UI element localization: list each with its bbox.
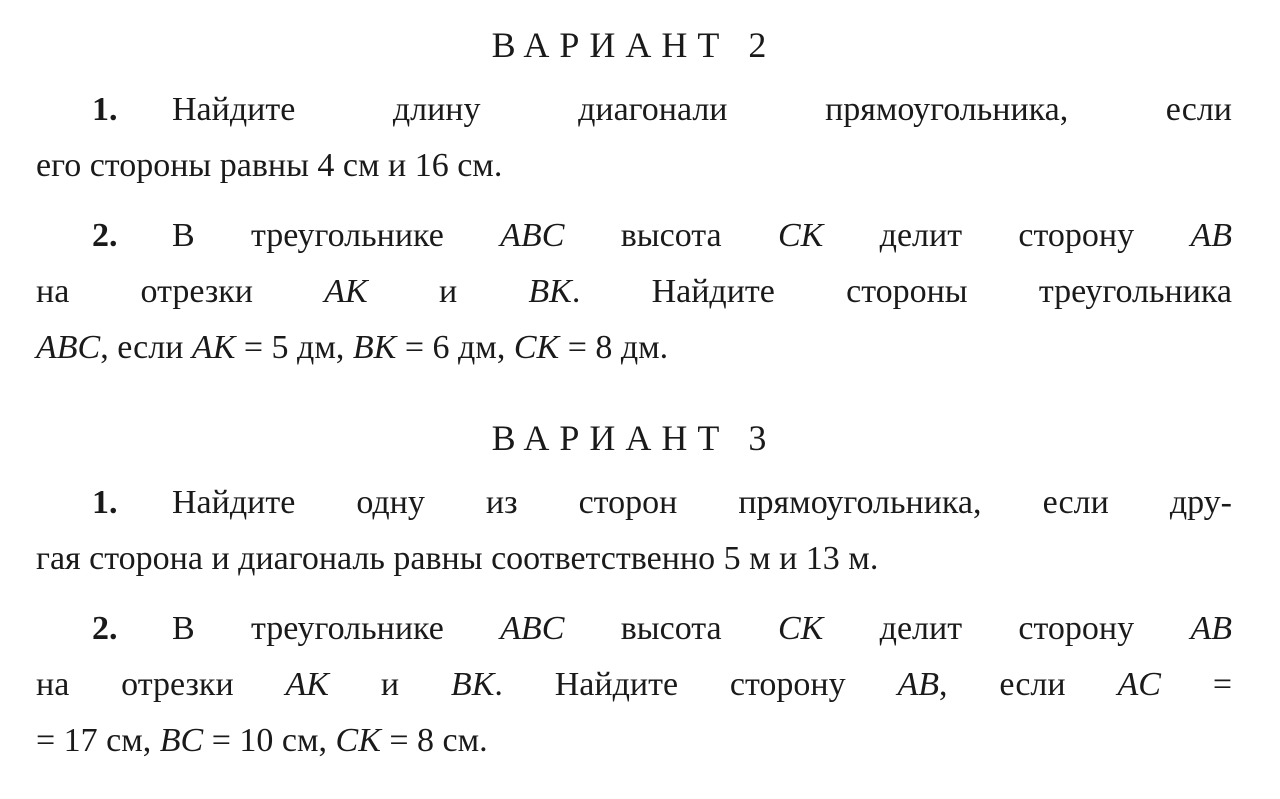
math-notation: AK (324, 273, 368, 310)
math-notation: CK (513, 329, 560, 366)
math-notation: AB (1190, 217, 1232, 254)
task-number: 2. (92, 217, 118, 254)
task-line: на отрезки AK и BK. Найдите сторону AB, если AC = (36, 666, 1232, 703)
task-line (36, 208, 1232, 264)
math-notation: BK (528, 273, 572, 310)
task-number: 1. (92, 484, 118, 521)
math-notation: BK (352, 329, 397, 366)
math-notation: AB (1190, 610, 1232, 647)
math-notation: CK (777, 610, 824, 647)
task-item (36, 475, 1232, 587)
task-line (36, 82, 1232, 138)
task-line: = 17 см, BC = 10 см, CK = 8 см. (36, 722, 488, 759)
task-line (36, 475, 1232, 531)
task-number: 2. (92, 610, 118, 647)
variant-title: ВАРИАНТ 2 (491, 25, 777, 65)
task-line: ABC, если AK = 5 дм, BK = 6 дм, CK = 8 дм. (36, 329, 669, 366)
task-number: 1. (92, 91, 118, 128)
task-item (36, 82, 1232, 194)
math-notation: CK (777, 217, 824, 254)
math-notation: CK (335, 722, 381, 759)
math-notation: ABC (500, 610, 565, 647)
task-line (36, 601, 1232, 657)
document-page (36, 0, 1232, 769)
math-notation: AB (897, 666, 940, 703)
math-notation: ABC (36, 329, 101, 366)
math-notation: AK (191, 329, 236, 366)
math-notation: BC (159, 722, 204, 759)
task-line: его стороны равны 4 см и 16 см. (36, 147, 503, 184)
math-notation: ABC (500, 217, 565, 254)
task-line: гая сторона и диагональ равны соответственно 5 м и 13 м. (36, 540, 879, 577)
task-text: В треугольнике ABC высота CK делит сторону AB (172, 217, 1232, 254)
task-item (36, 601, 1232, 769)
math-notation: AK (285, 666, 329, 703)
task-text: В треугольнике ABC высота CK делит сторону AB (172, 610, 1232, 647)
task-text: Найдите длину диагонали прямоугольника, если (172, 91, 1232, 128)
task-text: Найдите одну из сторон прямоугольника, если дру- (172, 484, 1232, 521)
math-notation: AC (1117, 666, 1161, 703)
math-notation: BK (450, 666, 495, 703)
variant-title: ВАРИАНТ 3 (491, 418, 777, 458)
task-item (36, 208, 1232, 376)
task-line: на отрезки AK и BK. Найдите стороны треугольника (36, 273, 1233, 310)
